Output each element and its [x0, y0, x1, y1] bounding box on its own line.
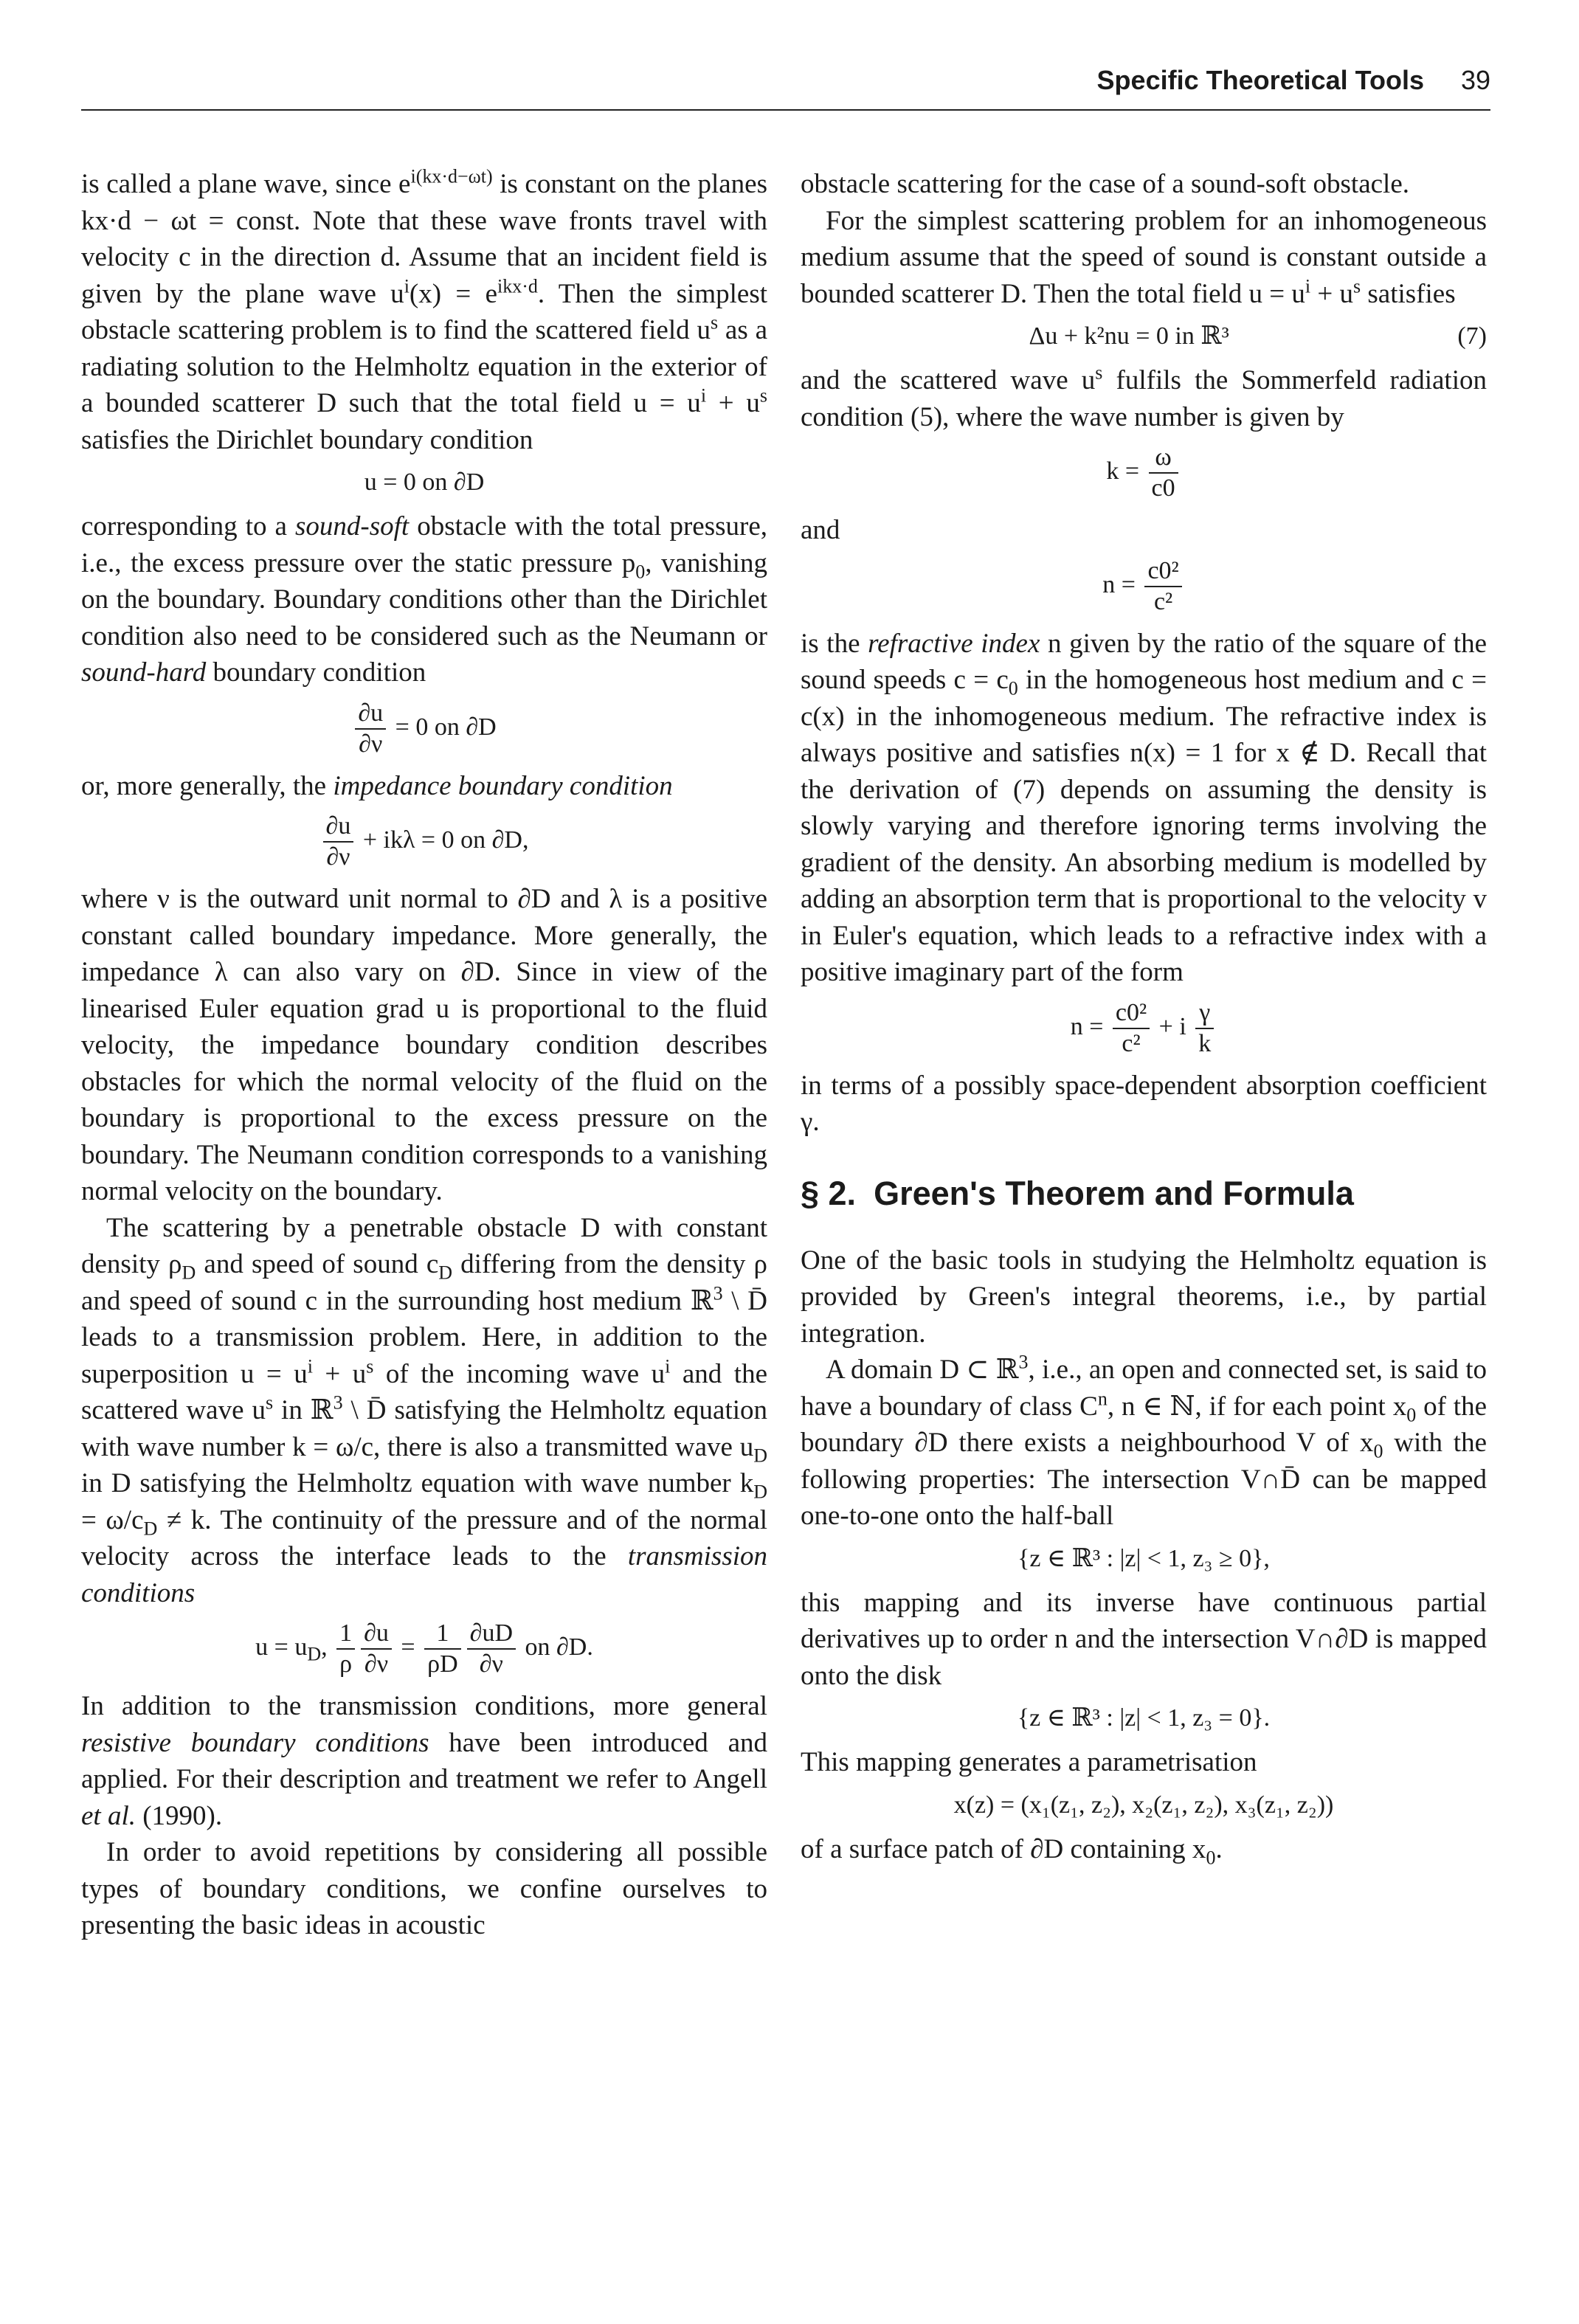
paragraph: In order to avoid repetitions by considering all possible types of boundary conditions, we confine ourselves to presenting the basic ideas in acoustic: [81, 1837, 767, 1940]
paragraph: is the refractive index n given by the ratio of the square of the sound speeds $c = c_0$ in the homogeneous host medium and c = c(x) in the inhomogeneous medium. The refractive index is always positive and satisfies n(x) = 1 for x ∉ D. Recall that the derivation of (7) depends on assuming the density is slowly varying and therefore ignoring terms involving the gradient of the density. An absorbing medium is modelled by adding an absorption term that is proportional to the velocity v in Euler's equation, which leads to a refractive index with a positive imaginary part of the form: [801, 628, 1488, 987]
paragraph: or, more generally, the impedance boundary condition: [81, 770, 673, 801]
equation-7: (7) Δu + k²nu = 0 in ℝ³: [801, 319, 1487, 353]
equation-neumann: $\frac{\partial u}{\partial\nu}$ = 0 on ∂D: [81, 699, 767, 759]
paragraph: and: [801, 515, 840, 545]
right-column: [801, 166, 1487, 1867]
paragraph: and the scattered wave $u^s$ fulfils the Sommerfeld radiation condition (5), where the wave number is given by: [801, 362, 1487, 432]
page-header: [81, 60, 1490, 102]
paragraph: in terms of a possibly space-dependent absorption coefficient γ.: [801, 1070, 1487, 1137]
section-title: Green's Theorem and Formula: [874, 1174, 1354, 1212]
paragraph: A domain D ⊂ ℝ$^3$, i.e., an open and connected set, is said to have a boundary of class $C^n$, n ∈ ℕ, if for each point $x_0$ of the boundary ∂D there exists a neighbourhood V of $x_0$ with the following properties: The intersection V∩D̄ can be mapped one-to-one onto the half-ball: [801, 1351, 1488, 1531]
header-rule: [81, 109, 1490, 111]
paragraph: obstacle scattering for the case of a sound-soft obstacle.: [801, 169, 1410, 199]
section-heading: [801, 1173, 1487, 1214]
equation-disk: {z ∈ ℝ³ : |z| < 1, z₃ = 0}.: [1017, 1704, 1271, 1732]
equation-absorbing-index: n = $\frac{\text{c0²}}{\text{c²}}$ + i $\frac{\gamma}{k}$: [801, 998, 1487, 1059]
left-column: [81, 166, 767, 1944]
paragraph: This mapping generates a parametrisation: [801, 1747, 1257, 1777]
equation-wavenumber: k = $\frac{\omega}{c0}$: [801, 443, 1487, 503]
paragraph: corresponding to a sound-soft obstacle with the total pressure, i.e., the excess pressure over the static pressure $p_0$, vanishing on the boundary. Boundary conditions other than the Dirichlet condition also need to be considered such as the Neumann or sound-hard boundary condition: [81, 511, 767, 688]
page-number: 39: [1460, 65, 1490, 95]
section-number: § 2.: [801, 1174, 857, 1212]
paragraph: this mapping and its inverse have continuous partial derivatives up to order n and the intersection V∩∂D is mapped onto the disk: [801, 1587, 1487, 1691]
equation-half-ball: {z ∈ ℝ³ : |z| < 1, z₃ ≥ 0},: [1017, 1544, 1270, 1572]
paragraph: is called a plane wave, since $e^{i(kx\cdot d-\omega t)}$ is constant on the planes kx·d − ωt = const. Note that these wave fronts travel with velocity c in the direction d. Assume that an incident field is given by the plane wave $u^i(x) = e^{ikx\cdot d}$. Then the simplest obstacle scattering problem is to find the scattered field $u^s$ as a radiating solution to the Helmholtz equation in the exterior of a bounded scatterer D such that the total field $u = u^i + u^s$ satisfies the Dirichlet boundary condition: [81, 165, 768, 455]
running-title: Specific Theoretical Tools: [1096, 65, 1424, 95]
equation-parametrisation: x(z) = (x₁(z₁, z₂), x₂(z₁, z₂), x₃(z₁, z₂)): [953, 1791, 1334, 1819]
equation-dirichlet: u = 0 on ∂D: [364, 468, 485, 496]
equation-transmission: $u = u_D$, $\frac{1}{\rho}$ $\frac{\partial u}{\partial\nu}$ = $\frac{1}{\rho D}$ $\frac{\partial uD}{\partial\nu}$ on ∂D.: [255, 1619, 593, 1678]
paragraph: In addition to the transmission conditions, more general resistive boundary conditions have been introduced and applied. For their description and treatment we refer to Angell et al. (1990).: [81, 1691, 767, 1831]
paragraph: The scattering by a penetrable obstacle D with constant density $\rho_D$ and speed of sound $c_D$ differing from the density ρ and speed of sound c in the surrounding host medium ℝ$^3$ \ D̄ leads to a transmission problem. Here, in addition to the superposition $u = u^i + u^s$ of the incoming wave $u^i$ and the scattered wave $u^s$ in ℝ$^3$ \ D̄ satisfying the Helmholtz equation with wave number k = ω/c, there is also a transmitted wave $u_D$ in D satisfying the Helmholtz equation with wave number $k_D = \omega/c_D \ne k$. The continuity of the pressure and of the normal velocity across the interface leads to the transmission conditions: [81, 1212, 768, 1608]
paragraph: of a surface patch of ∂D containing $x_0$.: [801, 1833, 1223, 1868]
paragraph: One of the basic tools in studying the Helmholtz equation is provided by Green's integral theorems, i.e., by partial integration.: [801, 1245, 1487, 1349]
paragraph: where ν is the outward unit normal to ∂D and λ is a positive constant called boundary impedance. More generally, the impedance λ can also vary on ∂D. Since in view of the linearised Euler equation grad u is proportional to the fluid velocity, the impedance boundary condition describes obstacles for which the normal velocity of the fluid on the boundary is proportional to the excess pressure on the boundary. The Neumann condition corresponds to a vanishing normal velocity on the boundary.: [81, 884, 767, 1206]
paragraph: For the simplest scattering problem for an inhomogeneous medium assume that the speed of sound is constant outside a bounded scatterer D. Then the total field $u = u^i + u^s$ satisfies: [801, 205, 1487, 309]
equation-impedance: $\frac{\partial u}{\partial\nu}$ + ikλ = 0 on ∂D,: [81, 812, 767, 872]
equation-refractive-index: n = $\frac{\text{c0²}}{\text{c²}}$: [801, 556, 1487, 617]
equation-number: (7): [1457, 322, 1487, 350]
